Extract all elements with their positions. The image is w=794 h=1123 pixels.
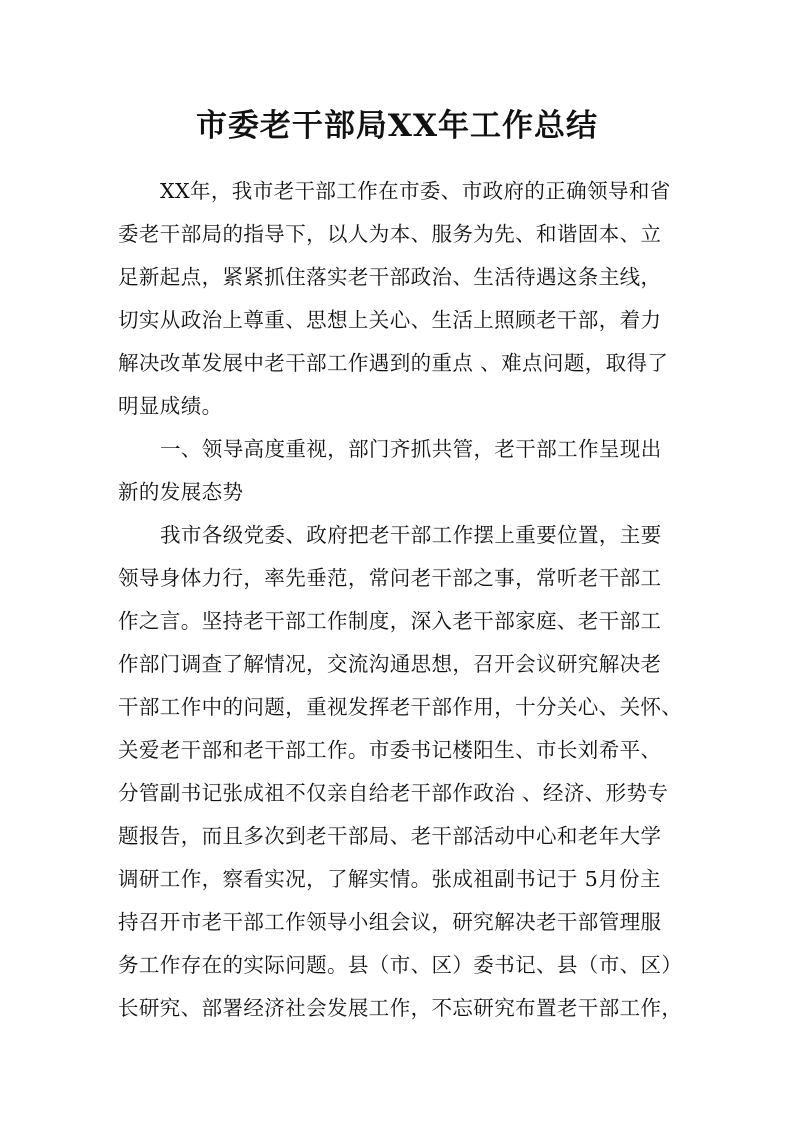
paragraph-line: 题报告，而且多次到老干部局、老干部活动中心和老年大学	[118, 824, 662, 848]
paragraph-line: 足新起点，紧紧抓住落实老干部政治、生活待遇这条主线，	[118, 265, 662, 289]
paragraph-line: XX年，我市老干部工作在市委、市政府的正确领导和省	[160, 179, 671, 203]
paragraph-line: 解决改革发展中老干部工作遇到的重点 、难点问题，取得了	[118, 351, 669, 375]
paragraph-line: 切实从政治上尊重、思想上关心、生活上照顾老干部，着力	[118, 308, 662, 332]
paragraph-line: 我市各级党委、政府把老干部工作摆上重要位置，主要	[160, 523, 662, 547]
section-heading-line: 一、领导高度重视，部门齐抓共管，老干部工作呈现出	[160, 437, 662, 461]
paragraph-line: 明显成绩。	[118, 394, 223, 418]
document-body	[118, 170, 698, 1030]
paragraph-line: 作部门调查了解情况，交流沟通思想，召开会议研究解决老	[118, 652, 662, 676]
paragraph-line: 领导身体力行，率先垂范，常问老干部之事，常听老干部工	[118, 566, 662, 590]
paragraph-line: 调研工作，察看实况，了解实情。张成祖副书记于 5月份主	[118, 867, 661, 891]
paragraph-line: 长研究、部署经济社会发展工作，不忘研究布置老干部工作，	[118, 996, 683, 1020]
document-title: 市委老干部局XX年工作总结	[195, 108, 599, 144]
paragraph-line: 分管副书记张成祖不仅亲自给老干部作政治 、经济、形势专	[118, 781, 669, 805]
paragraph-line: 作之言。坚持老干部工作制度，深入老干部家庭、老干部工	[118, 609, 662, 633]
paragraph-line: 委老干部局的指导下，以人为本、服务为先、和谐固本、立	[118, 222, 662, 246]
paragraph-line: 持召开市老干部工作领导小组会议，研究解决老干部管理服	[118, 910, 662, 934]
section-heading-line: 新的发展态势	[118, 480, 244, 504]
paragraph-line: 关爱老干部和老干部工作。市委书记楼阳生、市长刘希平、	[118, 738, 662, 762]
paragraph-line: 务工作存在的实际问题。县（市、区）委书记、县（市、区）	[118, 953, 683, 977]
paragraph-line: 干部工作中的问题，重视发挥老干部作用，十分关心、关怀、	[118, 695, 683, 719]
